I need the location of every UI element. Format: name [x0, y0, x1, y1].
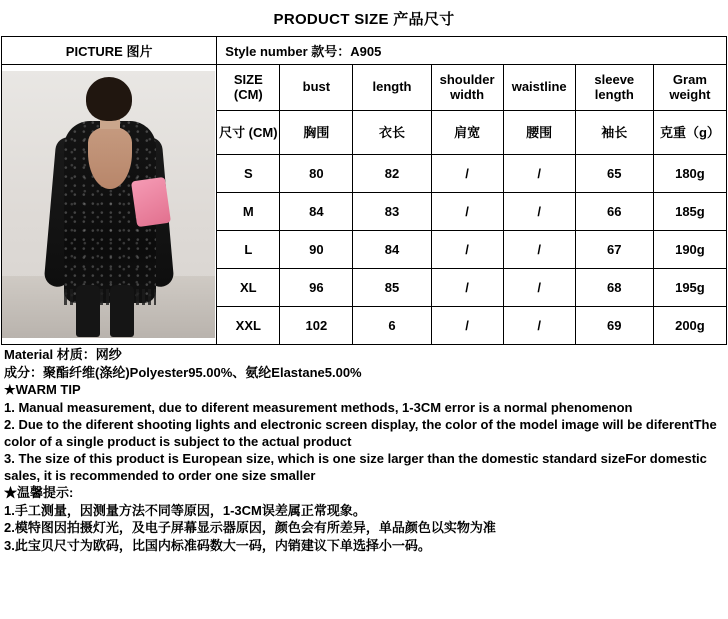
tip-cn-2: 2.模特图因拍摄灯光，及电子屏幕显示器原因，颜色会有所差异，单品颜色以实物为准	[4, 520, 496, 535]
cell-sleeve: 68	[575, 269, 653, 307]
tip-cn-1: 1.手工测量，因测量方法不同等原因，1-3CM误差属正常现象。	[4, 502, 366, 518]
col-header-shoulder-cn: 肩宽	[431, 111, 503, 155]
photo-handbag	[131, 177, 171, 227]
cell-sleeve: 67	[575, 231, 653, 269]
tip-cn-3: 3.此宝贝尺寸为欧码，比国内标准码数大一码，内销建议下单选择小一码。	[4, 537, 431, 553]
cell-bust: 84	[280, 193, 353, 231]
style-number-header: Style number 款号：A905	[217, 37, 727, 65]
col-header-shoulder-en: shoulder width	[431, 65, 503, 111]
cell-bust: 80	[280, 155, 353, 193]
cell-size: XL	[217, 269, 280, 307]
warm-tip-title-cn: ★温馨提示:	[4, 485, 74, 500]
cell-length: 83	[353, 193, 431, 231]
tip-en-1: 1. Manual measurement, due to diferent measurement methods, 1-3CM error is a normal phenomenon	[4, 399, 633, 415]
cell-sleeve: 66	[575, 193, 653, 231]
cell-gram: 180g	[653, 155, 726, 193]
material-line: Material 材质：网纱	[4, 347, 122, 362]
cell-shoulder: /	[431, 269, 503, 307]
cell-waistline: /	[503, 231, 575, 269]
cell-size: L	[217, 231, 280, 269]
cell-waistline: /	[503, 155, 575, 193]
col-header-bust-en: bust	[280, 65, 353, 111]
product-photo	[2, 71, 215, 338]
cell-size: S	[217, 155, 280, 193]
table-row-header-en	[2, 65, 727, 111]
warm-tip-title: ★WARM TIP	[4, 382, 81, 397]
cell-gram: 190g	[653, 231, 726, 269]
col-header-gram-en: Gram weight	[653, 65, 726, 111]
cell-sleeve: 65	[575, 155, 653, 193]
cell-waistline: /	[503, 307, 575, 345]
col-header-waistline-en: waistline	[503, 65, 575, 111]
cell-bust: 96	[280, 269, 353, 307]
cell-gram: 195g	[653, 269, 726, 307]
cell-shoulder: /	[431, 231, 503, 269]
col-header-gram-cn: 克重（g）	[653, 111, 726, 155]
cell-size: M	[217, 193, 280, 231]
table-row-headers	[2, 37, 727, 65]
cell-sleeve: 69	[575, 307, 653, 345]
cell-shoulder: /	[431, 193, 503, 231]
cell-length: 85	[353, 269, 431, 307]
cell-size: XXL	[217, 307, 280, 345]
cell-length: 84	[353, 231, 431, 269]
col-header-waistline-cn: 腰围	[503, 111, 575, 155]
cell-bust: 90	[280, 231, 353, 269]
photo-boot-right	[110, 285, 134, 337]
picture-header: PICTURE 图片	[2, 37, 217, 65]
col-header-size-cn: 尺寸 (CM)	[217, 111, 280, 155]
tip-en-3: 3. The size of this product is European size, which is one size larger than the domestic standard sizeFor domestic sales, it is recommended to order one size smaller	[4, 451, 707, 483]
cell-bust: 102	[280, 307, 353, 345]
size-table	[1, 36, 727, 345]
notes-section	[0, 345, 728, 554]
cell-gram: 200g	[653, 307, 726, 345]
photo-hair	[86, 77, 132, 121]
cell-waistline: /	[503, 269, 575, 307]
cell-waistline: /	[503, 193, 575, 231]
col-header-length-cn: 衣长	[353, 111, 431, 155]
col-header-size-en: SIZE (CM)	[217, 65, 280, 111]
cell-length: 6	[353, 307, 431, 345]
cell-gram: 185g	[653, 193, 726, 231]
cell-length: 82	[353, 155, 431, 193]
col-header-sleeve-cn: 袖长	[575, 111, 653, 155]
col-header-length-en: length	[353, 65, 431, 111]
col-header-sleeve-en: sleeve length	[575, 65, 653, 111]
tip-en-2: 2. Due to the diferent shooting lights and electronic screen display, the color of the model image will be diferentThe color of a single product is subject to the actual product	[4, 417, 717, 449]
photo-boot-left	[76, 285, 100, 337]
col-header-bust-cn: 胸围	[280, 111, 353, 155]
page-title: PRODUCT SIZE 产品尺寸	[273, 11, 455, 28]
cell-shoulder: /	[431, 155, 503, 193]
composition-line: 成分：聚酯纤维(涤纶)Polyester95.00%、氨纶Elastane5.00%	[4, 364, 362, 380]
product-image-cell	[2, 65, 217, 345]
cell-shoulder: /	[431, 307, 503, 345]
